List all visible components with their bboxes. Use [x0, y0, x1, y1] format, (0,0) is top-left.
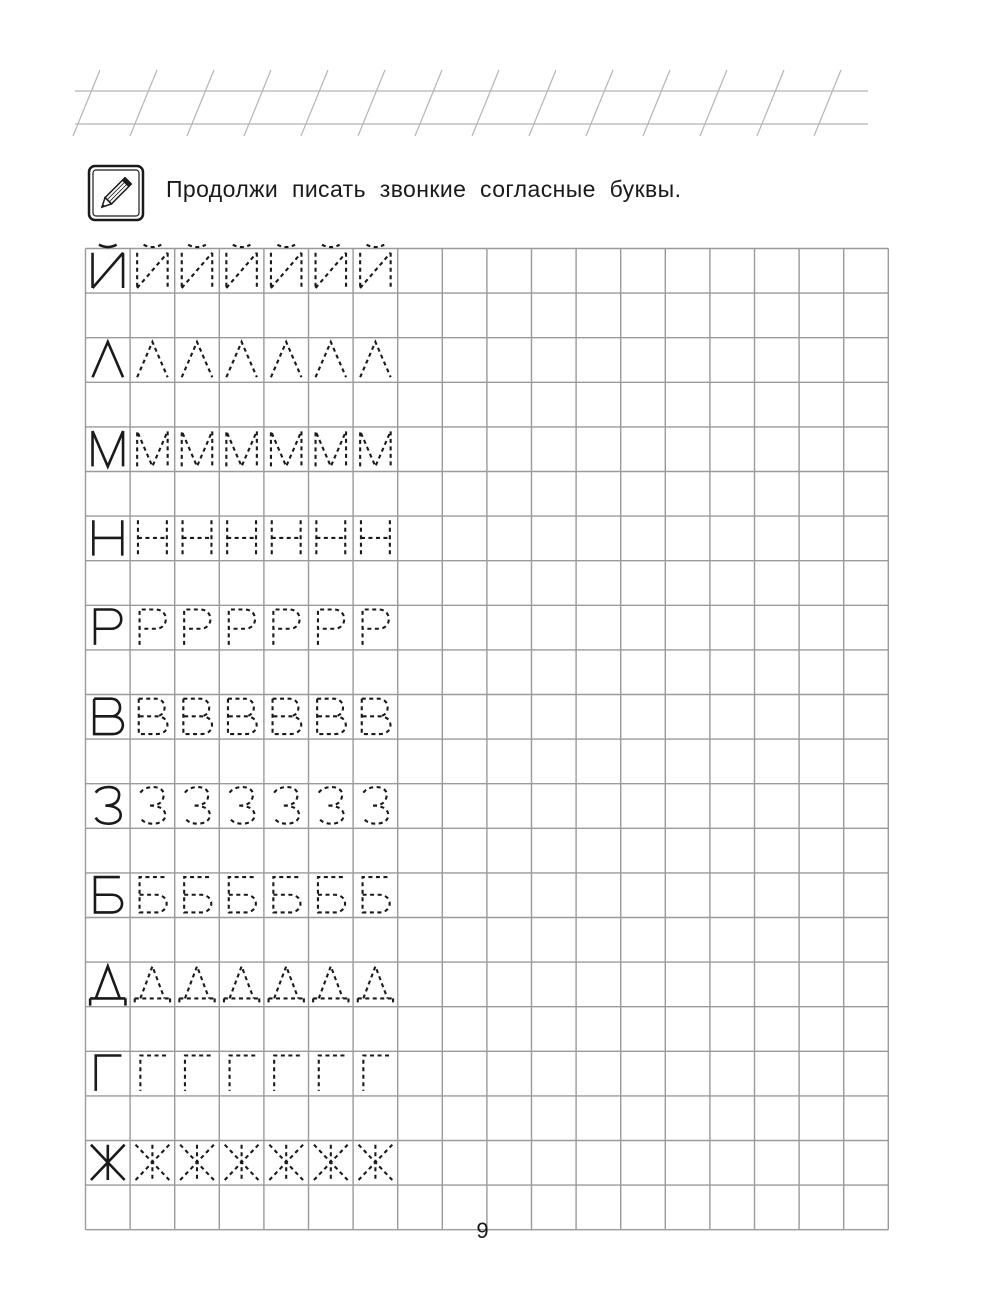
- tracing-letter-glyph: [226, 245, 257, 288]
- tracing-letter-glyph: [227, 520, 256, 555]
- tracing-letter-glyph: [139, 699, 168, 734]
- letter-row: [93, 342, 391, 377]
- tracing-letter-glyph: [271, 342, 302, 377]
- tracing-letter-glyph: [272, 520, 301, 555]
- sample-letter: Л: [107, 376, 109, 378]
- tracing-letter-glyph: [183, 520, 212, 555]
- sample-letter-glyph: [96, 787, 121, 824]
- tracing-letter-glyph: [316, 245, 347, 288]
- tracing-letter-glyph: [358, 966, 393, 1005]
- letter-row: [95, 609, 389, 644]
- sample-letter-glyph: [93, 431, 124, 466]
- tracing-letter-glyph: [140, 877, 167, 912]
- sample-letter-glyph: [93, 342, 124, 377]
- tracing-letter-glyph: [136, 1145, 170, 1180]
- tracing-letter-glyph: [182, 342, 213, 377]
- sample-letter-glyph: [96, 1055, 122, 1090]
- tracing-letter-glyph: [273, 877, 300, 912]
- sample-letter: Д: [107, 1000, 109, 1002]
- letter-row: [93, 245, 391, 288]
- sample-letter: Г: [107, 1089, 109, 1091]
- tracing-letter-glyph: [137, 342, 168, 377]
- tracing-letter-glyph: [184, 609, 210, 644]
- sample-letter: В: [107, 733, 109, 735]
- letter-row: [95, 877, 390, 912]
- tracing-letter-glyph: [363, 787, 388, 824]
- sample-letter: Р: [107, 643, 109, 645]
- tracing-letter-glyph: [137, 431, 168, 466]
- tracing-letter-glyph: [314, 1145, 348, 1180]
- sample-letter-glyph: [90, 966, 125, 1005]
- tracing-letter-glyph: [269, 1145, 303, 1180]
- tracing-letter-glyph: [226, 431, 257, 466]
- tracing-letter-glyph: [359, 1145, 393, 1180]
- tracing-letter-glyph: [226, 342, 257, 377]
- tracing-letter-glyph: [316, 431, 347, 466]
- sample-letter: З: [107, 822, 109, 824]
- tracing-letter-glyph: [363, 877, 390, 912]
- sample-letter: Н: [107, 554, 109, 556]
- tracing-letter-glyph: [313, 966, 348, 1005]
- tracing-letter-glyph: [319, 1055, 345, 1090]
- tracing-letter-glyph: [317, 699, 346, 734]
- tracing-letter-glyph: [363, 1055, 389, 1090]
- tracing-letter-glyph: [318, 877, 345, 912]
- tracing-letter-glyph: [362, 699, 391, 734]
- tracing-letter-glyph: [182, 431, 213, 466]
- tracing-letter-glyph: [271, 245, 302, 288]
- tracing-letter-glyph: [185, 1055, 211, 1090]
- tracing-letter-glyph: [360, 431, 391, 466]
- tracing-letter-glyph: [274, 787, 299, 824]
- tracing-letter-glyph: [228, 699, 257, 734]
- tracing-letter-glyph: [363, 609, 389, 644]
- tracing-letter-glyph: [180, 1145, 214, 1180]
- letter-row: [93, 520, 390, 555]
- page-number: 9: [476, 1218, 489, 1243]
- sample-letter: Б: [107, 911, 109, 913]
- tracing-letter-glyph: [271, 431, 302, 466]
- tracing-letter-glyph: [225, 1145, 259, 1180]
- sample-letter: М: [107, 465, 109, 467]
- tracing-letter-glyph: [135, 966, 170, 1005]
- tracing-letter-glyph: [183, 699, 212, 734]
- tracing-letter-glyph: [137, 245, 168, 288]
- tracing-letter-glyph: [182, 245, 213, 288]
- tracing-letter-glyph: [269, 966, 304, 1005]
- tracing-letter-glyph: [185, 787, 210, 824]
- tracing-letter-glyph: [230, 787, 255, 824]
- tracing-letter-glyph: [140, 787, 165, 824]
- tracing-letter-glyph: [273, 699, 302, 734]
- sample-letter-glyph: [93, 520, 122, 555]
- sample-letter-glyph: [95, 609, 121, 644]
- task-instruction: Продолжи писать звонкие согласные буквы.: [166, 176, 682, 202]
- tracing-letter-glyph: [229, 877, 256, 912]
- letter-row: [93, 431, 391, 466]
- tracing-letter-glyph: [184, 877, 211, 912]
- tracing-letter-glyph: [360, 342, 391, 377]
- tracing-letter-glyph: [316, 520, 345, 555]
- tracing-letter-glyph: [179, 966, 214, 1005]
- tracing-letter-glyph: [230, 1055, 256, 1090]
- letter-row: [96, 1055, 389, 1090]
- letter-row: [94, 699, 390, 734]
- tracing-letter-glyph: [140, 1055, 166, 1090]
- letter-row: [90, 966, 393, 1005]
- sample-letter-glyph: [93, 245, 124, 288]
- tracing-letter-glyph: [224, 966, 259, 1005]
- sample-letter: Й: [107, 287, 109, 289]
- tracing-letter-glyph: [318, 609, 344, 644]
- tracing-letter-glyph: [316, 342, 347, 377]
- tracing-letter-glyph: [229, 609, 255, 644]
- tracing-letter-glyph: [273, 609, 299, 644]
- tracing-letter-glyph: [360, 245, 391, 288]
- tracing-letter-glyph: [274, 1055, 300, 1090]
- tracing-letter-glyph: [138, 520, 167, 555]
- letter-row: [91, 1145, 392, 1180]
- sample-letter-glyph: [91, 1145, 125, 1180]
- sample-letter: Ж: [107, 1179, 109, 1181]
- letter-row: [96, 787, 389, 824]
- sample-letter-glyph: [95, 877, 122, 912]
- sample-letter-glyph: [94, 699, 123, 734]
- tracing-letter-glyph: [140, 609, 166, 644]
- tracing-letter-glyph: [319, 787, 344, 824]
- tracing-letter-glyph: [361, 520, 390, 555]
